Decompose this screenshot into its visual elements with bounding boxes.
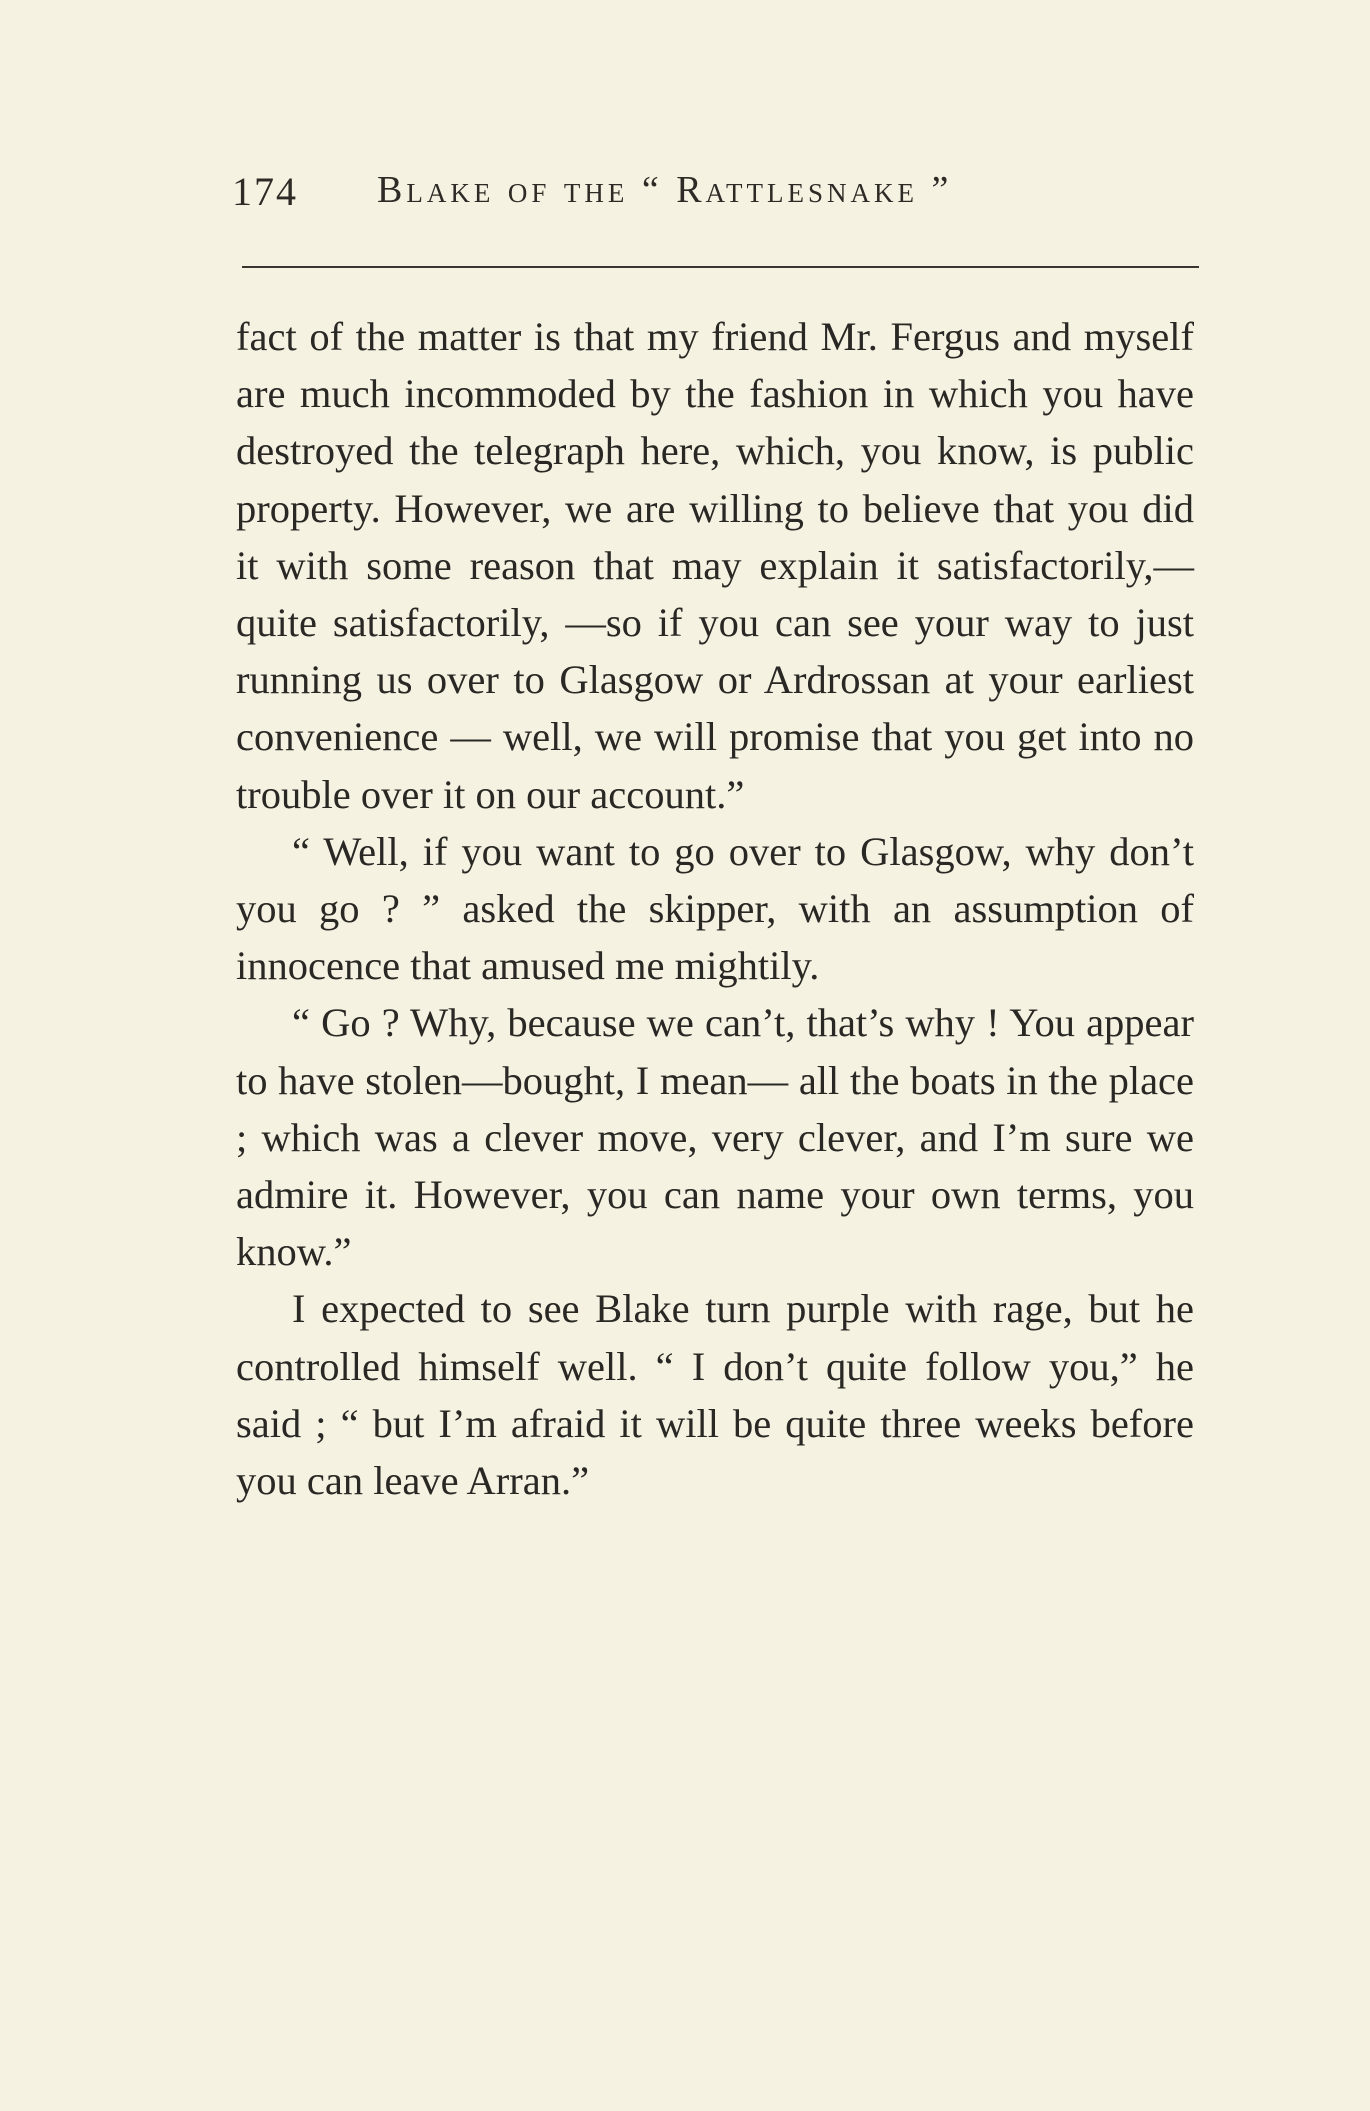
running-header xyxy=(232,168,1198,232)
paragraph: “ Go ? Why, because we can’t, that’s why ! You appear to have stolen—bought, I mean— all the boats in the place ; which was a clever move, very clever, and I’m sure we admire it. However, you can name your own terms, you know.” xyxy=(236,1000,1194,1275)
header-rule xyxy=(242,266,1199,268)
paragraph: I expected to see Blake turn purple with rage, but he controlled himself well. “ I don’t quite follow you,” he said ; “ but I’m afraid it will be quite three weeks before you can leave Arran.” xyxy=(236,1286,1194,1504)
body-text xyxy=(236,308,1194,1509)
running-title: Blake of the “ Rattlesnake ” xyxy=(377,169,953,211)
page-number: 174 xyxy=(232,169,298,214)
paragraph: “ Well, if you want to go over to Glasgow, why don’t you go ? ” asked the skipper, with an assumption of innocence that amused me mightily. xyxy=(236,828,1194,989)
paragraph: fact of the matter is that my friend Mr. Fergus and myself are much incommoded by the fashion in which you have destroyed the telegraph here, which, you know, is public property. However, we are willing to believe that you did it with some reason that may explain it satisfactorily,—quite satisfactorily, —so if you can see your way to just running us over to Glasgow or Ardrossan at your earliest convenience — well, we will promise that you get into no trouble over it on our account.” xyxy=(236,314,1194,817)
